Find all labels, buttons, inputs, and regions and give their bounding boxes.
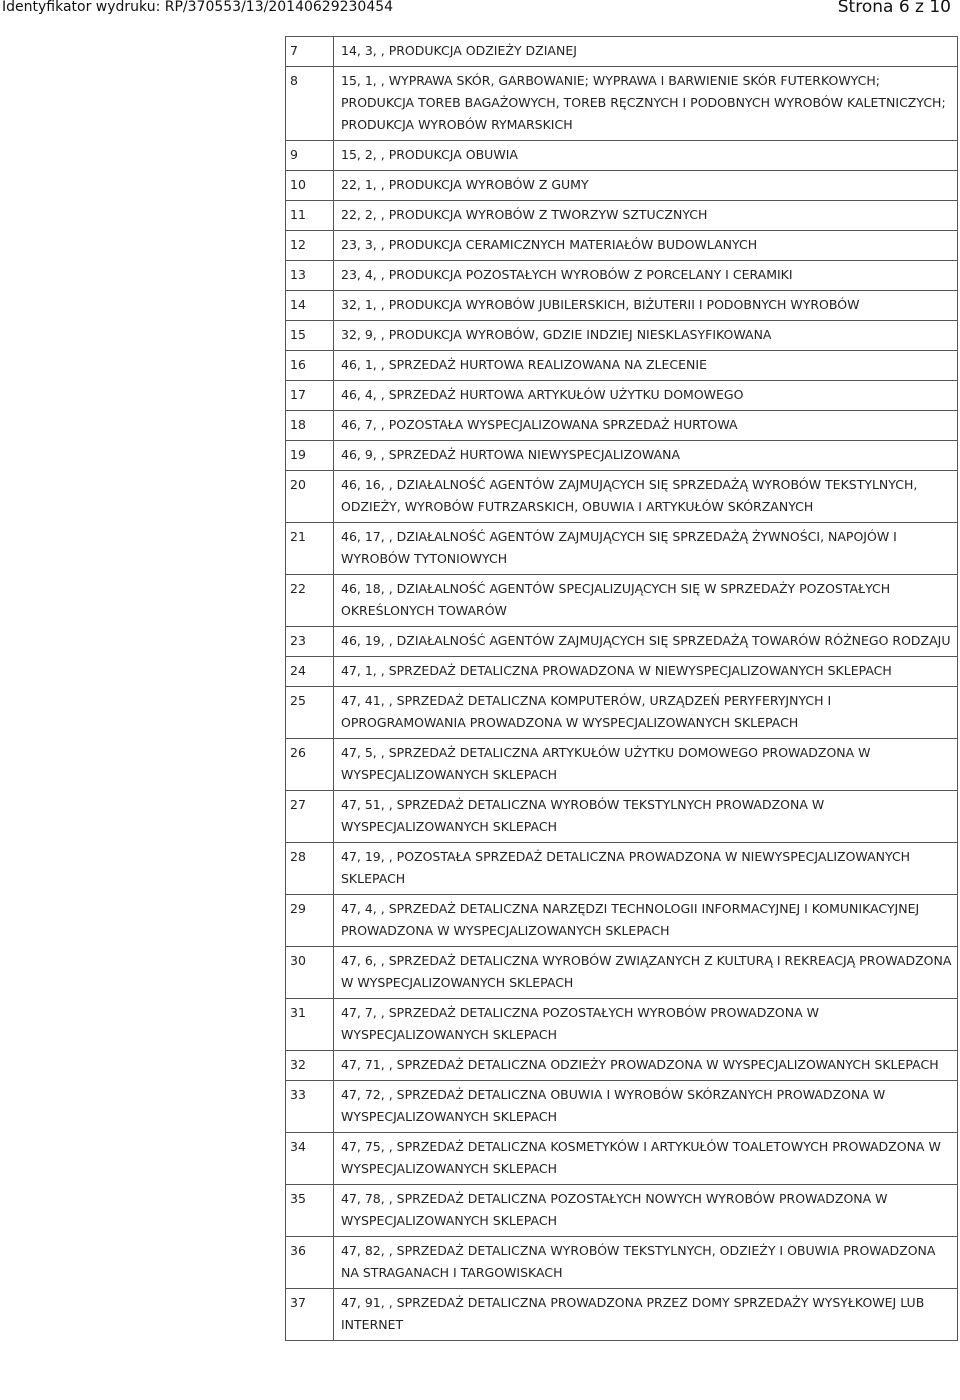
row-activity-text: 46, 16, , DZIAŁALNOŚĆ AGENTÓW ZAJMUJĄCYCH SIĘ SPRZEDAŻĄ WYROBÓW TEKSTYLNYCH, ODZIEŻY, WYROBÓW FUTRZARSKICH, OBUWIA I ARTYKUŁÓW SKÓRZANYCH	[334, 471, 958, 523]
table-row	[286, 1133, 958, 1185]
table-row	[286, 575, 958, 627]
row-number: 21	[286, 523, 334, 575]
row-number: 22	[286, 575, 334, 627]
row-number: 35	[286, 1185, 334, 1237]
table-row	[286, 441, 958, 471]
row-number: 17	[286, 381, 334, 411]
row-activity-text: 32, 1, , PRODUKCJA WYROBÓW JUBILERSKICH, BIŻUTERII I PODOBNYCH WYROBÓW	[334, 291, 958, 321]
table-row	[286, 261, 958, 291]
row-number: 20	[286, 471, 334, 523]
row-activity-text: 47, 82, , SPRZEDAŻ DETALICZNA WYROBÓW TEKSTYLNYCH, ODZIEŻY I OBUWIA PROWADZONA NA STRAGANACH I TARGOWISKACH	[334, 1237, 958, 1289]
row-activity-text: 46, 19, , DZIAŁALNOŚĆ AGENTÓW ZAJMUJĄCYCH SIĘ SPRZEDAŻĄ TOWARÓW RÓŻNEGO RODZAJU	[334, 627, 958, 657]
row-activity-text: 47, 91, , SPRZEDAŻ DETALICZNA PROWADZONA PRZEZ DOMY SPRZEDAŻY WYSYŁKOWEJ LUB INTERNET	[334, 1289, 958, 1341]
row-number: 28	[286, 843, 334, 895]
row-activity-text: 47, 41, , SPRZEDAŻ DETALICZNA KOMPUTERÓW, URZĄDZEŃ PERYFERYJNYCH I OPROGRAMOWANIA PROWADZONA W WYSPECJALIZOWANYCH SKLEPACH	[334, 687, 958, 739]
table-row	[286, 1289, 958, 1341]
row-number: 34	[286, 1133, 334, 1185]
table-row	[286, 201, 958, 231]
table-row	[286, 381, 958, 411]
table-row	[286, 411, 958, 441]
table-row	[286, 141, 958, 171]
table-row	[286, 67, 958, 141]
row-activity-text: 46, 18, , DZIAŁALNOŚĆ AGENTÓW SPECJALIZUJĄCYCH SIĘ W SPRZEDAŻY POZOSTAŁYCH OKREŚLONYCH TOWARÓW	[334, 575, 958, 627]
row-activity-text: 47, 72, , SPRZEDAŻ DETALICZNA OBUWIA I WYROBÓW SKÓRZANYCH PROWADZONA W WYSPECJALIZOWANYCH SKLEPACH	[334, 1081, 958, 1133]
row-activity-text: 23, 4, , PRODUKCJA POZOSTAŁYCH WYROBÓW Z PORCELANY I CERAMIKI	[334, 261, 958, 291]
table-row	[286, 471, 958, 523]
table-row	[286, 1237, 958, 1289]
row-activity-text: 46, 1, , SPRZEDAŻ HURTOWA REALIZOWANA NA ZLECENIE	[334, 351, 958, 381]
table-row	[286, 231, 958, 261]
table-row	[286, 687, 958, 739]
table-row	[286, 523, 958, 575]
table-row	[286, 791, 958, 843]
table-row	[286, 999, 958, 1051]
table-row	[286, 351, 958, 381]
page-number: Strona 6 z 10	[837, 0, 951, 17]
table-body	[286, 37, 958, 1341]
row-activity-text: 15, 2, , PRODUKCJA OBUWIA	[334, 141, 958, 171]
table-row	[286, 37, 958, 67]
row-number: 33	[286, 1081, 334, 1133]
pkd-activity-table	[285, 36, 958, 1341]
row-number: 25	[286, 687, 334, 739]
row-number: 7	[286, 37, 334, 67]
row-number: 36	[286, 1237, 334, 1289]
row-number: 10	[286, 171, 334, 201]
row-activity-text: 14, 3, , PRODUKCJA ODZIEŻY DZIANEJ	[334, 37, 958, 67]
table-row	[286, 291, 958, 321]
row-number: 13	[286, 261, 334, 291]
row-activity-text: 47, 71, , SPRZEDAŻ DETALICZNA ODZIEŻY PROWADZONA W WYSPECJALIZOWANYCH SKLEPACH	[334, 1051, 958, 1081]
table-row	[286, 1051, 958, 1081]
table-row	[286, 947, 958, 999]
row-activity-text: 47, 5, , SPRZEDAŻ DETALICZNA ARTYKUŁÓW UŻYTKU DOMOWEGO PROWADZONA W WYSPECJALIZOWANYCH SKLEPACH	[334, 739, 958, 791]
print-header	[0, 0, 960, 18]
row-activity-text: 47, 51, , SPRZEDAŻ DETALICZNA WYROBÓW TEKSTYLNYCH PROWADZONA W WYSPECJALIZOWANYCH SKLEPACH	[334, 791, 958, 843]
table-row	[286, 657, 958, 687]
table-row	[286, 1081, 958, 1133]
row-activity-text: 47, 4, , SPRZEDAŻ DETALICZNA NARZĘDZI TECHNOLOGII INFORMACYJNEJ I KOMUNIKACYJNEJ PROWADZONA W WYSPECJALIZOWANYCH SKLEPACH	[334, 895, 958, 947]
row-number: 8	[286, 67, 334, 141]
row-activity-text: 47, 19, , POZOSTAŁA SPRZEDAŻ DETALICZNA PROWADZONA W NIEWYSPECJALIZOWANYCH SKLEPACH	[334, 843, 958, 895]
row-number: 37	[286, 1289, 334, 1341]
row-number: 32	[286, 1051, 334, 1081]
print-identifier: Identyfikator wydruku: RP/370553/13/20140629230454	[2, 0, 394, 15]
row-number: 12	[286, 231, 334, 261]
table-row	[286, 321, 958, 351]
table-row	[286, 1185, 958, 1237]
row-activity-text: 23, 3, , PRODUKCJA CERAMICZNYCH MATERIAŁÓW BUDOWLANYCH	[334, 231, 958, 261]
row-number: 15	[286, 321, 334, 351]
table-row	[286, 627, 958, 657]
row-number: 26	[286, 739, 334, 791]
row-number: 14	[286, 291, 334, 321]
row-activity-text: 47, 78, , SPRZEDAŻ DETALICZNA POZOSTAŁYCH NOWYCH WYROBÓW PROWADZONA W WYSPECJALIZOWANYCH SKLEPACH	[334, 1185, 958, 1237]
row-number: 27	[286, 791, 334, 843]
row-number: 16	[286, 351, 334, 381]
row-activity-text: 22, 1, , PRODUKCJA WYROBÓW Z GUMY	[334, 171, 958, 201]
row-activity-text: 46, 9, , SPRZEDAŻ HURTOWA NIEWYSPECJALIZOWANA	[334, 441, 958, 471]
row-activity-text: 47, 6, , SPRZEDAŻ DETALICZNA WYROBÓW ZWIĄZANYCH Z KULTURĄ I REKREACJĄ PROWADZONA W WYSPECJALIZOWANYCH SKLEPACH	[334, 947, 958, 999]
table-row	[286, 843, 958, 895]
row-number: 31	[286, 999, 334, 1051]
row-number: 30	[286, 947, 334, 999]
row-activity-text: 22, 2, , PRODUKCJA WYROBÓW Z TWORZYW SZTUCZNYCH	[334, 201, 958, 231]
row-number: 18	[286, 411, 334, 441]
row-activity-text: 46, 4, , SPRZEDAŻ HURTOWA ARTYKUŁÓW UŻYTKU DOMOWEGO	[334, 381, 958, 411]
row-number: 19	[286, 441, 334, 471]
table-row	[286, 739, 958, 791]
row-activity-text: 32, 9, , PRODUKCJA WYROBÓW, GDZIE INDZIEJ NIESKLASYFIKOWANA	[334, 321, 958, 351]
row-activity-text: 47, 75, , SPRZEDAŻ DETALICZNA KOSMETYKÓW I ARTYKUŁÓW TOALETOWYCH PROWADZONA W WYSPECJALIZOWANYCH SKLEPACH	[334, 1133, 958, 1185]
row-activity-text: 46, 7, , POZOSTAŁA WYSPECJALIZOWANA SPRZEDAŻ HURTOWA	[334, 411, 958, 441]
row-activity-text: 47, 7, , SPRZEDAŻ DETALICZNA POZOSTAŁYCH WYROBÓW PROWADZONA W WYSPECJALIZOWANYCH SKLEPACH	[334, 999, 958, 1051]
row-activity-text: 15, 1, , WYPRAWA SKÓR, GARBOWANIE; WYPRAWA I BARWIENIE SKÓR FUTERKOWYCH; PRODUKCJA TOREB BAGAŻOWYCH, TOREB RĘCZNYCH I PODOBNYCH WYROBÓW KALETNICZYCH; PRODUKCJA WYROBÓW RYMARSKICH	[334, 67, 958, 141]
row-activity-text: 47, 1, , SPRZEDAŻ DETALICZNA PROWADZONA W NIEWYSPECJALIZOWANYCH SKLEPACH	[334, 657, 958, 687]
row-number: 29	[286, 895, 334, 947]
table-row	[286, 895, 958, 947]
table-row	[286, 171, 958, 201]
row-number: 9	[286, 141, 334, 171]
row-activity-text: 46, 17, , DZIAŁALNOŚĆ AGENTÓW ZAJMUJĄCYCH SIĘ SPRZEDAŻĄ ŻYWNOŚCI, NAPOJÓW I WYROBÓW TYTONIOWYCH	[334, 523, 958, 575]
row-number: 23	[286, 627, 334, 657]
row-number: 24	[286, 657, 334, 687]
row-number: 11	[286, 201, 334, 231]
